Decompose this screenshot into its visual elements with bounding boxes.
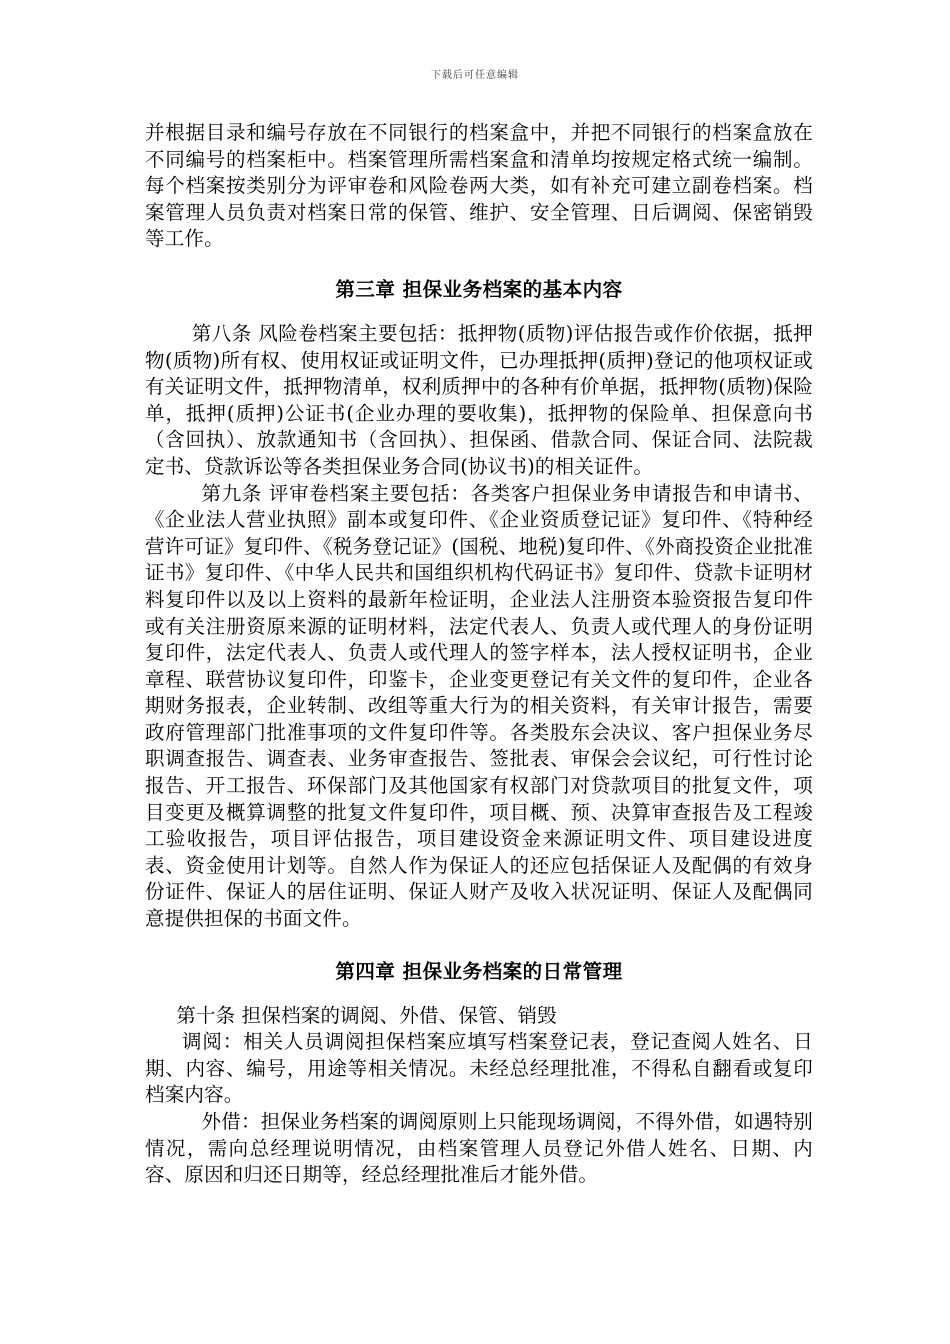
- article-9: 第九条 评审卷档案主要包括：各类客户担保业务申请报告和申请书、《企业法人营业执照》副本或复印件、《企业资质登记证》复印件、《特种经营许可证》复印件、《税务登记证》(国税、地税)复印件、《外商投资企业批准证书》复印件、《中华人民共和国组织机构代码证书》复印件、贷款卡证明材料复印件以及以上资料的最新年检证明，企业法人注册资本验资报告复印件或有关注册资原来源的证明材料，法定代表人、负责人或代理人的身份证明复印件，法定代表人、负责人或代理人的签字样本，法人授权证明书，企业章程、联营协议复印件，印鉴卡，企业变更登记有关文件的复印件，企业各期财务报表，企业转制、改组等重大行为的相关资料，有关审计报告，需要政府管理部门批准事项的文件复印件等。各类股东会决议、客户担保业务尽职调查报告、调查表、业务审查报告、签批表、审保会会议纪，可行性讨论报告、开工报告、环保部门及其他国家有权部门对贷款项目的批复文件，项目变更及概算调整的批复文件复印件，项目概、预、决算审查报告及工程竣工验收报告，项目评估报告，项目建设资金来源证明文件、项目建设进度表、资金使用计划等。自然人作为保证人的还应包括保证人及配偶的有效身份证件、保证人的居住证明、保证人财产及收入状况证明、保证人及配偶同意提供担保的书面文件。: [145, 481, 813, 931]
- chapter-3-title: 第三章 担保业务档案的基本内容: [335, 277, 623, 301]
- intro-paragraph: 并根据目录和编号存放在不同银行的档案盒中，并把不同银行的档案盒放在不同编号的档案柜中。档案管理所需档案盒和清单均按规定格式统一编制。每个档案按类别分为评审卷和风险卷两大类，如有补充可建立副卷档案。档案管理人员负责对档案日常的保管、维护、安全管理、日后调阅、保密销毁等工作。: [145, 121, 813, 251]
- document-body: [145, 120, 813, 1189]
- header-note: 下载后可任意编辑: [431, 70, 519, 81]
- article-10: 第十条 担保档案的调阅、外借、保管、销毁: [176, 1003, 557, 1027]
- chapter-4-title: 第四章 担保业务档案的日常管理: [335, 959, 623, 983]
- lending-clause: 外借：担保业务档案的调阅原则上只能现场调阅，不得外借，如遇特别情况，需向总经理说明情况，由档案管理人员登记外借人姓名、日期、内容、原因和归还日期等，经总经理批准后才能外借。: [145, 1110, 813, 1187]
- article-8: 第八条 风险卷档案主要包括：抵押物(质物)评估报告或作价依据，抵押物(质物)所有权、使用权证或证明文件，已办理抵押(质押)登记的他项权证或有关证明文件，抵押物清单，权利质押中的各种有价单据，抵押物(质物)保险单，抵押(质押)公证书(企业办理的要收集)，抵押物的保险单、担保意向书（含回执）、放款通知书（含回执）、担保函、借款合同、保证合同、法院裁定书、贷款诉讼等各类担保业务合同(协议书)的相关证件。: [145, 321, 813, 478]
- access-clause: 调阅：相关人员调阅担保档案应填写档案登记表，登记查阅人姓名、日期、内容、编号，用途等相关情况。未经总经理批准，不得私自翻看或复印档案内容。: [145, 1030, 813, 1107]
